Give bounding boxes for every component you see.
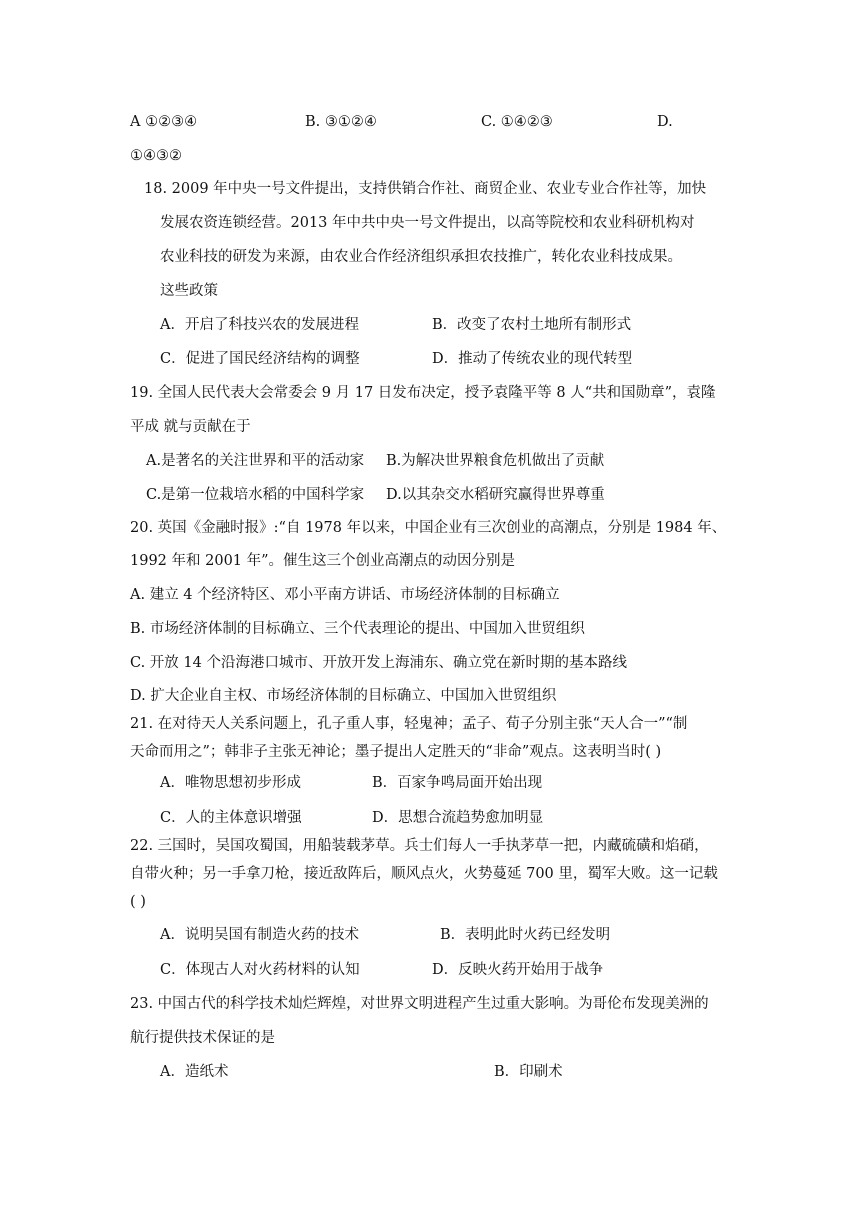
q20-stem-line: 1992 年和 2001 年”。催生这三个创业高潮点的动因分别是 [130,553,516,569]
q17-option-c: C. ①④②③ [481,114,553,130]
q20-stem-line: 20. 英国《金融时报》:“自 1978 年以来，中国企业有三次创业的高潮点，分别是 1984 年、 [130,520,727,536]
q22-stem-line: 22. 三国时，吴国攻蜀国，用船装载茅草。兵士们每人一手执茅草一把，内藏硫磺和焰硝， [130,838,709,854]
q22-option-b: B．表明此时火药已经发明 [440,927,611,943]
q18-option-d: D．推动了传统农业的现代转型 [432,351,633,367]
q21-option-b: B．百家争鸣局面开始出现 [372,775,543,791]
q22-option-d: D．反映火药开始用于战争 [432,962,604,978]
q22-stem-line: ( ) [130,894,146,910]
q19-option-c: C.是第一位栽培水稻的中国科学家 [146,487,365,503]
q18-stem-line: 18. 2009 年中央一号文件提出，支持供销合作社、商贸企业、农业专业合作社等，加快 [144,181,707,197]
q23-option-b: B．印刷术 [494,1064,563,1080]
q18-stem-line: 农业科技的研发为来源，由农业合作经济组织承担农技推广，转化农业科技成果。 [160,249,682,265]
q20-option-d: D. 扩大企业自主权、市场经济体制的目标确立、中国加入世贸组织 [130,688,557,704]
q23-stem-line: 23. 中国古代的科学技术灿烂辉煌，对世界文明进程产生过重大影响。为哥伦布发现美洲的 [130,996,709,1012]
q19-stem-line: 平成 就与贡献在于 [130,419,251,435]
q22-option-c: C．体现古人对火药材料的认知 [160,962,360,978]
q20-option-a: A. 建立 4 个经济特区、邓小平南方讲话、市场经济体制的目标确立 [130,587,560,603]
q22-option-a: A．说明吴国有制造火药的技术 [160,927,359,943]
q18-option-a: A．开启了科技兴农的发展进程 [160,317,359,333]
q18-stem-line: 这些政策 [160,283,218,299]
q18-option-c: C．促进了国民经济结构的调整 [160,351,360,367]
q17-option-a: A ①②③④ [130,114,198,130]
q23-option-a: A．造纸术 [160,1064,229,1080]
q21-option-c: C．人的主体意识增强 [160,810,302,826]
q18-option-b: B．改变了农村土地所有制形式 [432,317,632,333]
q21-stem-line: 21. 在对待天人关系问题上，孔子重人事，轻鬼神；孟子、荀子分别主张“天人合一”“制 [130,716,688,732]
q17-option-d-value: ①④③② [130,148,182,164]
q18-stem-line: 发展农资连锁经营。2013 年中共中央一号文件提出，以高等院校和农业科研机构对 [160,215,695,231]
q19-option-d: D.以其杂交水稻研究赢得世界尊重 [386,487,605,503]
q19-stem-line: 19. 全国人民代表大会常委会 9 月 17 日发布决定，授予袁隆平等 8 人“共和国勋章”，袁隆 [130,385,716,401]
q22-stem-line: 自带火种；另一手拿刀枪，接近敌阵后，顺风点火，火势蔓延 700 里，蜀军大败。这一记载 [130,866,718,882]
q23-stem-line: 航行提供技术保证的是 [130,1030,275,1046]
q20-option-b: B. 市场经济体制的目标确立、三个代表理论的提出、中国加入世贸组织 [130,621,585,637]
q17-option-d: D. [657,114,673,130]
q21-option-a: A．唯物思想初步形成 [160,775,301,791]
q21-stem-line: 天命而用之”；韩非子主张无神论；墨子提出人定胜天的“非命”观点。这表明当时( ) [130,744,662,760]
q17-option-b: B. ③①②④ [305,114,377,130]
q19-option-b: B.为解决世界粮食危机做出了贡献 [386,453,605,469]
q19-option-a: A.是著名的关注世界和平的活动家 [146,453,365,469]
q21-option-d: D．思想合流趋势愈加明显 [372,810,544,826]
q20-option-c: C. 开放 14 个沿海港口城市、开放开发上海浦东、确立党在新时期的基本路线 [130,655,627,671]
